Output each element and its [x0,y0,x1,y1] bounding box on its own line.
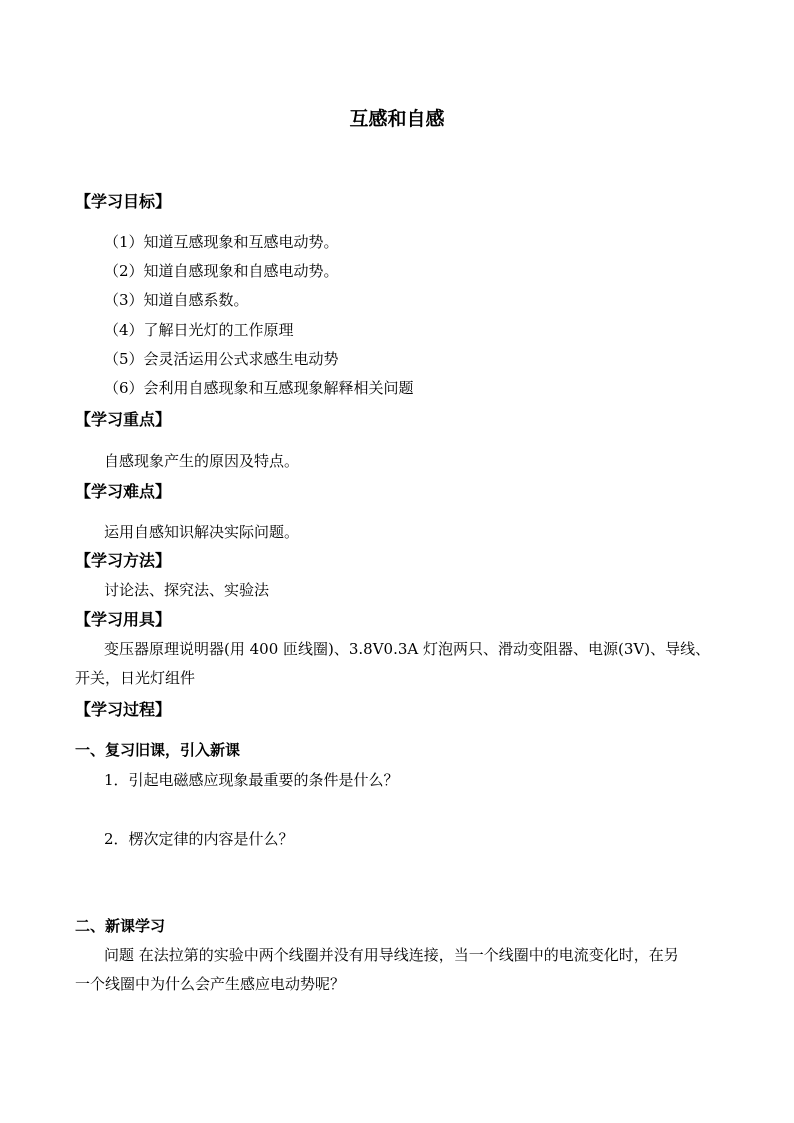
new-lesson-line-2: 一个线圈中为什么会产生感应电动势呢？ [75,975,346,993]
key-points-heading: 【学习重点】 [75,410,172,429]
difficulties-heading: 【学习难点】 [75,482,172,501]
goal-item-3: （3）知道自感系数。 [104,291,249,309]
methods-heading: 【学习方法】 [75,551,172,570]
goals-heading: 【学习目标】 [75,192,172,211]
page-title: 互感和自感 [349,108,445,130]
difficulties-text: 运用自感知识解决实际问题。 [104,523,300,541]
review-heading: 一、复习旧课，引入新课 [75,741,241,759]
methods-text: 讨论法、探究法、实验法 [104,581,270,599]
tools-line-1: 变压器原理说明器(用 400 匝线圈)、3.8V0.3A 灯泡两只、滑动变阻器、电源(3V)、导线、 [104,640,711,658]
tools-heading: 【学习用具】 [75,610,172,629]
goal-item-5: （5）会灵活运用公式求感生电动势 [104,350,339,368]
tools-line-2: 开关，日光灯组件 [75,669,196,687]
goal-item-2: （2）知道自感现象和自感电动势。 [104,262,339,280]
process-heading: 【学习过程】 [75,700,172,719]
key-points-text: 自感现象产生的原因及特点。 [104,452,300,470]
new-lesson-line-1: 问题 在法拉第的实验中两个线圈并没有用导线连接，当一个线圈中的电流变化时，在另 [104,946,679,964]
review-question-2: 2．楞次定律的内容是什么？ [104,830,294,848]
goal-item-4: （4）了解日光灯的工作原理 [104,321,294,339]
new-lesson-heading: 二、新课学习 [75,917,166,935]
review-question-1: 1．引起电磁感应现象最重要的条件是什么？ [104,771,399,789]
goal-item-6: （6）会利用自感现象和互感现象解释相关问题 [104,379,414,397]
goal-item-1: （1）知道互感现象和互感电动势。 [104,233,339,251]
